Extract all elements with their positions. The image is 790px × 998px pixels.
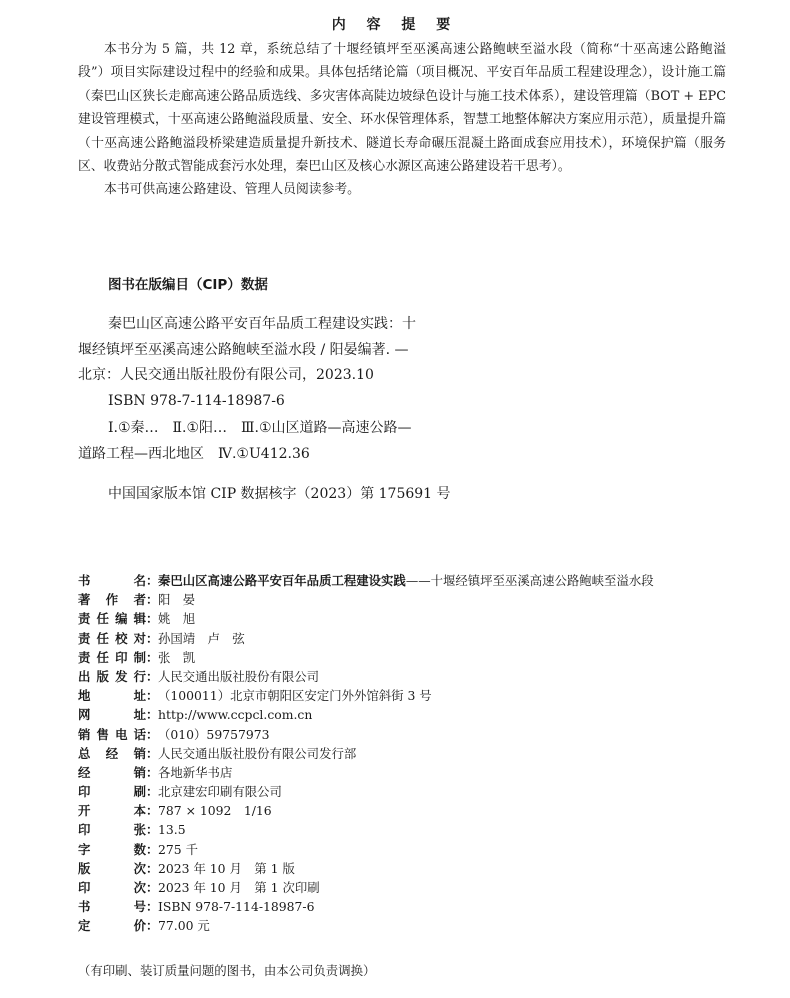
info-row: 网址 ： http://www.ccpcl.com.cn <box>78 705 758 724</box>
info-value: （100011）北京市朝阳区安定门外外馆斜街 3 号 <box>158 688 432 704</box>
info-row: 责任印制 ： 张 凯 <box>78 648 758 667</box>
info-label: 责任校对 <box>78 630 146 646</box>
summary-title: 内 容 提 要 <box>331 17 459 33</box>
cip-line: 秦巴山区高速公路平安百年品质工程建设实践：十 <box>108 316 416 332</box>
cip-line: 道路工程—西北地区 Ⅳ.①U412.36 <box>78 445 310 462</box>
footnote: （有印刷、装订质量问题的图书，由本公司负责调换） <box>78 963 376 978</box>
info-row: 定价 ： 77.00 元 <box>78 916 758 935</box>
info-row: 著作者 ： 阳 晏 <box>78 590 758 609</box>
info-label: 印次 <box>78 880 146 895</box>
info-row: 总经销 ： 人民交通出版社股份有限公司发行部 <box>78 744 758 763</box>
info-row: 版次 ： 2023 年 10 月 第 1 版 <box>78 859 758 878</box>
cip-classification <box>78 416 718 467</box>
info-row: 印次 ： 2023 年 10 月 第 1 次印刷 <box>78 878 758 897</box>
info-label: 经销 <box>78 764 146 780</box>
cip-line: 堰经镇坪至巫溪高速公路鲍峡至溢水段 / 阳晏编著. — <box>78 341 409 358</box>
info-label: 网址 <box>78 707 146 723</box>
info-row: 开本 ： 787 × 1092 1/16 <box>78 801 758 820</box>
summary-paragraph: 本书可供高速公路建设、管理人员阅读参考。 <box>104 182 360 198</box>
info-value: 275 千 <box>158 841 198 857</box>
info-value: 阳 晏 <box>158 592 196 608</box>
info-label: 书名 <box>78 573 146 588</box>
info-row: 责任编辑 ： 姚 旭 <box>78 609 758 628</box>
cip-heading: 图书在版编目（CIP）数据 <box>108 277 268 293</box>
info-row: 出版发行 ： 人民交通出版社股份有限公司 <box>78 667 758 686</box>
info-value: 张 凯 <box>158 649 196 665</box>
info-value: 人民交通出版社股份有限公司 <box>158 668 320 684</box>
info-row: 印张 ： 13.5 <box>78 820 758 839</box>
info-label: 总经销 <box>78 745 146 761</box>
info-label: 责任印制 <box>78 649 146 665</box>
info-value: 各地新华书店 <box>158 764 233 780</box>
info-label: 印张 <box>78 822 146 838</box>
info-label: 开本 <box>78 803 146 819</box>
info-label: 销售电话 <box>78 726 146 742</box>
info-value: 2023 年 10 月 第 1 次印刷 <box>158 880 320 895</box>
info-value: 787 × 1092 1/16 <box>158 803 272 819</box>
cip-verification: 中国国家版本馆 CIP 数据核字（2023）第 175691 号 <box>108 486 451 502</box>
info-value: （010）59757973 <box>158 726 270 742</box>
info-label: 字数 <box>78 841 146 857</box>
info-label: 版次 <box>78 860 146 876</box>
info-label: 责任编辑 <box>78 611 146 627</box>
info-value: 人民交通出版社股份有限公司发行部 <box>158 745 357 761</box>
info-label: 定价 <box>78 918 146 934</box>
info-value: http://www.ccpcl.com.cn <box>158 707 313 723</box>
cip-record <box>78 312 718 414</box>
info-row: 销售电话 ： （010）59757973 <box>78 725 758 744</box>
info-row: 字数 ： 275 千 <box>78 840 758 859</box>
info-row: 责任校对 ： 孙国靖 卢 弦 <box>78 629 758 648</box>
info-row-book-title: 书名 ： 秦巴山区高速公路平安百年品质工程建设实践 ——十堰经镇坪至巫溪高速公路鲍峡至溢水段 <box>78 571 758 590</box>
info-value: 姚 旭 <box>158 611 196 627</box>
info-value: 77.00 元 <box>158 918 210 934</box>
info-value: ISBN 978-7-114-18987-6 <box>158 899 315 915</box>
info-label: 出版发行 <box>78 668 146 684</box>
info-row: 经销 ： 各地新华书店 <box>78 763 758 782</box>
book-title-main: 秦巴山区高速公路平安百年品质工程建设实践 <box>158 573 406 588</box>
info-label: 著作者 <box>78 592 146 608</box>
info-label: 印刷 <box>78 784 146 800</box>
info-value: 孙国靖 卢 弦 <box>158 630 245 646</box>
info-value: 13.5 <box>158 822 186 838</box>
info-label: 地址 <box>78 688 146 704</box>
cip-line: 北京：人民交通出版社股份有限公司，2023.10 <box>78 367 374 383</box>
book-title-sub: ——十堰经镇坪至巫溪高速公路鲍峡至溢水段 <box>405 573 654 588</box>
info-value: 2023 年 10 月 第 1 版 <box>158 860 295 876</box>
info-row: 地址 ： （100011）北京市朝阳区安定门外外馆斜街 3 号 <box>78 686 758 705</box>
info-row: 印刷 ： 北京建宏印刷有限公司 <box>78 782 758 801</box>
info-row: 书号 ： ISBN 978-7-114-18987-6 <box>78 897 758 916</box>
cip-line: Ⅰ.①秦… Ⅱ.①阳… Ⅲ.①山区道路—高速公路— <box>108 420 412 436</box>
info-label: 书号 <box>78 899 146 915</box>
summary-paragraph: 本书分为 5 篇，共 12 章，系统总结了十堰经镇坪至巫溪高速公路鲍峡至溢水段（简称“十巫高速公路鲍溢段”）项目实际建设过程中的经验和成果。具体包括绪论篇（项目概况、平安百年品质工程建设理念），设计施工篇（秦巴山区狭长走廊高速公路品质选线、多灾害体高陡边坡绿色设计与施工技术体系），建设管理篇（BOT + EPC 建设管理模式，十巫高速公路鲍溢段质量、安全、环水保管理体系，智慧工地整体解决方案应用示范），质量提升篇（十巫高速公路鲍溢段桥梁建造质量提升新技术、隧道长寿命碾压混凝土路面成套应用技术），环境保护篇（服务区、收费站分散式智能成套污水处理，秦巴山区及核心水源区高速公路建设若干思考）。 <box>78 42 726 175</box>
summary-text <box>78 38 726 202</box>
copyright-info <box>78 571 758 936</box>
info-value: 北京建宏印刷有限公司 <box>158 784 282 800</box>
cip-line: ISBN 978-7-114-18987-6 <box>108 392 285 409</box>
